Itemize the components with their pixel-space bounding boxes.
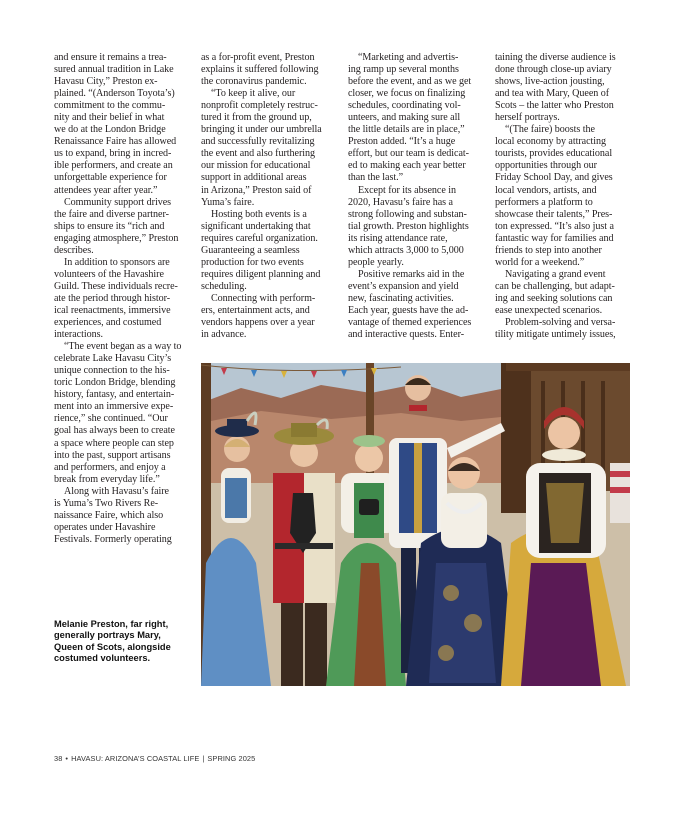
- text-column-2: [201, 52, 343, 341]
- paragraph: Community support drives the faire and diverse partner- ships to ensure its “rich and engaging atmosphere,” Preston describes.: [54, 196, 179, 256]
- paragraph: as a for-profit event, Preston explains it suffered following the coronavirus pandemic.: [201, 52, 319, 88]
- costumed-volunteers-illustration: [201, 363, 630, 686]
- group-photo: [201, 363, 630, 686]
- text-column-4: [495, 52, 635, 341]
- paragraph: “Marketing and advertis- ing ramp up several months before the event, and as we get closer, we focus on finalizing schedules, coordinating vol- unteers, and making sure all the little details are in place,” Preston added. “It’s a huge effort, but our team is dedicat- ed to making each year better than the last.”: [348, 52, 472, 184]
- text-column-3: [348, 52, 490, 341]
- publication-name: HAVASU: ARIZONA’S COASTAL LIFE: [71, 754, 200, 763]
- page-footer: [54, 754, 258, 763]
- paragraph: “To keep it alive, our nonprofit completely restruc- tured it from the ground up, bringing it under our umbrella and successfully revitalizing the event and also furthering our mission for educational support in additional areas in Arizona,” Preston said of Yuma’s faire.: [201, 88, 322, 208]
- page-number: 38: [54, 754, 63, 763]
- paragraph: Hosting both events is a significant undertaking that requires careful organization. Guaranteeing a seamless production for two events requires diligent planning and scheduling.: [201, 208, 321, 292]
- paragraph: “(The faire) boosts the local economy by attracting tourists, provides educational opportunities through our Friday School Day, and gives local vendors, artists, and performers a platform to showcase their talents,” Pres- ton expressed. “It’s also just a fantastic way for families and friends to step into another world for a weekend.”: [495, 124, 614, 268]
- paragraph: Except for its absence in 2020, Havasu’s faire has a strong following and substan- tial growth. Preston highlights its rising attendance rate, which attracts 3,000 to 5,000 people yearly.: [348, 184, 469, 268]
- text-column-1: [54, 52, 194, 546]
- paragraph: In addition to sponsors are volunteers of the Havashire Guild. These individuals recre- ate the period through histor- ical reenactments, immersive experiences, and costumed interactions.: [54, 256, 178, 341]
- photo-caption: Melanie Preston, far right, generally portrays Mary, Queen of Scots, alongside costumed volunteers.: [54, 619, 171, 664]
- paragraph: Along with Havasu’s faire is Yuma’s Two Rivers Re- naissance Faire, which also operates under Havashire Festivals. Formerly operating: [54, 485, 172, 545]
- paragraph: and ensure it remains a trea- sured annual tradition in Lake Havasu City,” Preston ex- plained. “(Anderson Toyota’s) commitment to the commu- nity and their belief in what we do at the London Bridge Renaissance Faire has allowed us to expand, bring in incred- ible performers, and create an unforgettable experience for attendees year after year.”: [54, 52, 177, 196]
- paragraph: Problem-solving and versa- tility mitigate untimely issues,: [495, 317, 616, 341]
- paragraph: taining the diverse audience is done through close-up aviary shows, live-action jousting, and tea with Mary, Queen of Scots – the latter who Preston herself portrays.: [495, 52, 616, 124]
- footer-bullet: •: [65, 754, 69, 763]
- issue-date: SPRING 2025: [207, 754, 256, 763]
- paragraph: Connecting with perform- ers, entertainment acts, and vendors happens over a year in advance.: [201, 292, 316, 341]
- footer-separator: |: [202, 754, 205, 763]
- paragraph: “The event began as a way to celebrate Lake Havasu City’s unique connection to the his- toric London Bridge, blending history, fantasy, and entertain- ment into an immersive expe- rience,” she continued. “Our goal has always been to create a space where people can step into the past, support artisans and performers, and enjoy a break from everyday life.”: [54, 341, 182, 485]
- paragraph: Positive remarks aid in the event’s expansion and yield new, fascinating activities. Each year, guests have the ad- vantage of themed experiences and interactive quests. Enter-: [348, 268, 472, 341]
- paragraph: Navigating a grand event can be challenging, but adapt- ing and seeking solutions can ease unexpected scenarios.: [495, 268, 615, 316]
